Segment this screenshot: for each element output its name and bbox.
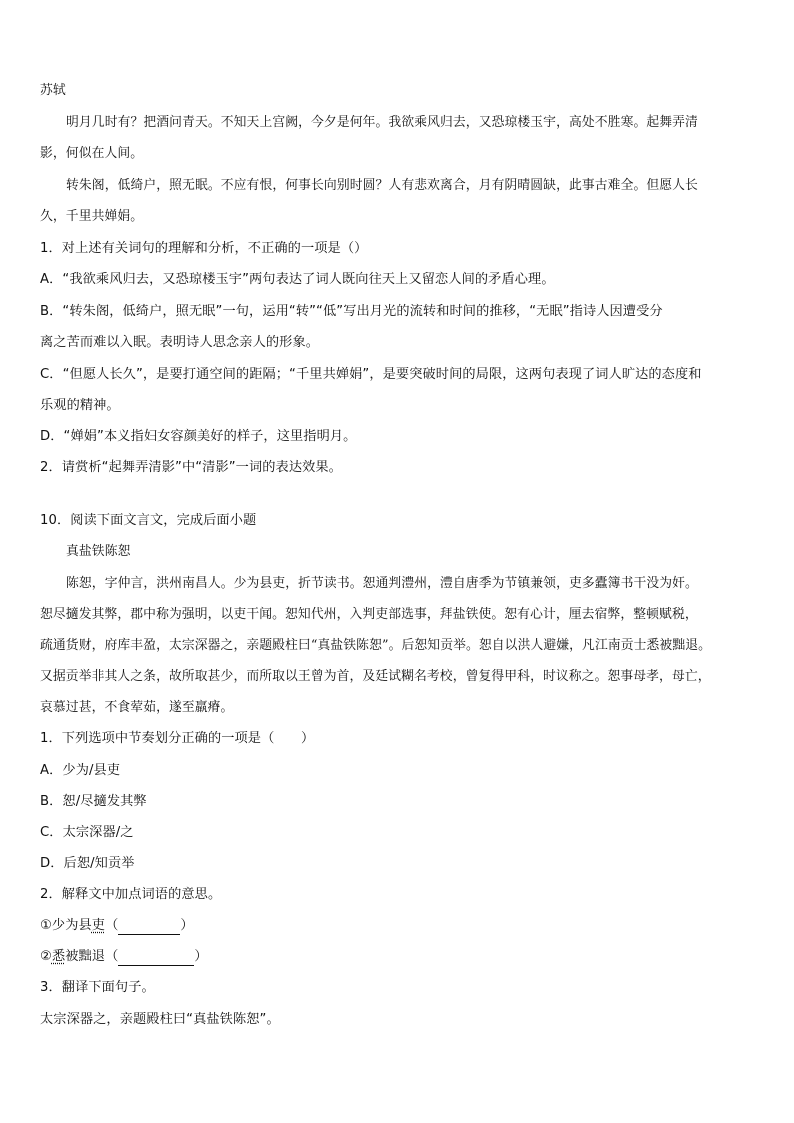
q2-stem: 2．请赏析“起舞弄清影”中“清影”一词的表达效果。 (40, 460, 342, 475)
sq1-option-a: A．少为/县吏 (40, 763, 121, 778)
sq2-item1-open-paren: （ (105, 918, 119, 933)
q1-option-c-line1: C．“但愿人长久”，是要打通空间的距隔；“千里共婵娟”，是要突破时间的局限，这两句表现了词人旷达的态度和 (40, 367, 702, 382)
poem-para1-line2: 影，何似在人间。 (40, 146, 144, 161)
passage-line5: 哀慕过甚，不食荤茹，遂至羸瘠。 (40, 700, 234, 715)
sq2-item1-answer-blank[interactable] (118, 920, 180, 935)
sq2-item2-dotted-word: 悉 (51, 949, 66, 964)
sq1-option-d: D．后恕/知贡举 (40, 856, 135, 871)
passage-line1: 陈恕，字仲言，洪州南昌人。少为县吏，折节读书。恕通判澧州，澧自唐季为节镇兼领，吏多蠹簿书干没为奸。 (66, 576, 698, 591)
q1-option-d: D．“婵娟”本义指妇女容颜美好的样子，这里指明月。 (40, 429, 357, 444)
sq2-item1-close-paren: ） (180, 918, 194, 933)
poem-para2-line2: 久，千里共婵娟。 (40, 209, 144, 224)
sq2-stem: 2．解释文中加点词语的意思。 (40, 887, 222, 902)
sq2-item2 (40, 948, 208, 966)
sq3-sentence: 太宗深器之，亲题殿柱曰“真盐铁陈恕”。 (40, 1012, 280, 1027)
q1-option-c-line2: 乐观的精神。 (40, 398, 120, 413)
sq2-item1-prefix: ①少为县 (40, 918, 92, 933)
passage-line3: 疏通货财，府库丰盈，太宗深器之，亲题殿柱曰“真盐铁陈恕”。后恕知贡举。恕自以洪人避嫌，凡江南贡士悉被黜退。 (40, 638, 712, 653)
sq2-item2-close-paren: ） (194, 949, 208, 964)
sq1-stem: 1．下列选项中节奏划分正确的一项是（ ） (40, 731, 315, 746)
sq2-item2-mid: 被黜退 (65, 949, 106, 964)
poem-author: 苏轼 (40, 83, 66, 98)
sq1-option-c: C．太宗深器/之 (40, 825, 134, 840)
passage-line2: 恕尽擿发其弊，郡中称为强明，以吏干闻。恕知代州，入判吏部选事，拜盐铁使。恕有心计，厘去宿弊，整顿赋税， (40, 607, 698, 622)
sq2-item1 (40, 917, 194, 935)
sq3-stem: 3．翻译下面句子。 (40, 980, 155, 995)
poem-para1-line1: 明月几时有？把酒问青天。不知天上宫阙，今夕是何年。我欲乘风归去，又恐琼楼玉宇，高处不胜寒。起舞弄清 (66, 115, 698, 130)
sq2-item2-answer-blank[interactable] (118, 951, 194, 966)
q1-stem: 1．对上述有关词句的理解和分析，不正确的一项是（） (40, 241, 368, 256)
passage-line4: 又据贡举非其人之条，故所取甚少，而所取以王曾为首，及廷试糊名考校，曾复得甲科，时议称之。恕事母孝，母亡， (40, 669, 711, 684)
poem-para2-line1: 转朱阁，低绮户，照无眠。不应有恨，何事长向别时圆？人有悲欢离合，月有阴晴圆缺，此事古难全。但愿人长 (66, 178, 698, 193)
sq1-option-b: B．恕/尽擿发其弊 (40, 794, 147, 809)
q1-option-b-line2: 离之苦而难以入眠。表明诗人思念亲人的形象。 (40, 335, 320, 350)
q1-option-b-line1: B．“转朱阁，低绮户，照无眠”一句，运用“转”“低”写出月光的流转和时间的推移，“无眠”指诗人因遭受分 (40, 304, 663, 319)
sq2-item2-open-paren: （ (105, 949, 119, 964)
passage-title: 真盐铁陈恕 (66, 544, 131, 559)
sq2-item2-prefix: ② (40, 949, 52, 964)
sq2-item1-dotted-word: 吏 (91, 918, 106, 933)
section10-heading: 10．阅读下面文言文，完成后面小题 (40, 513, 257, 528)
q1-option-a: A．“我欲乘风归去，又恐琼楼玉宇”两句表达了词人既向往天上又留恋人间的矛盾心理。 (40, 272, 555, 287)
